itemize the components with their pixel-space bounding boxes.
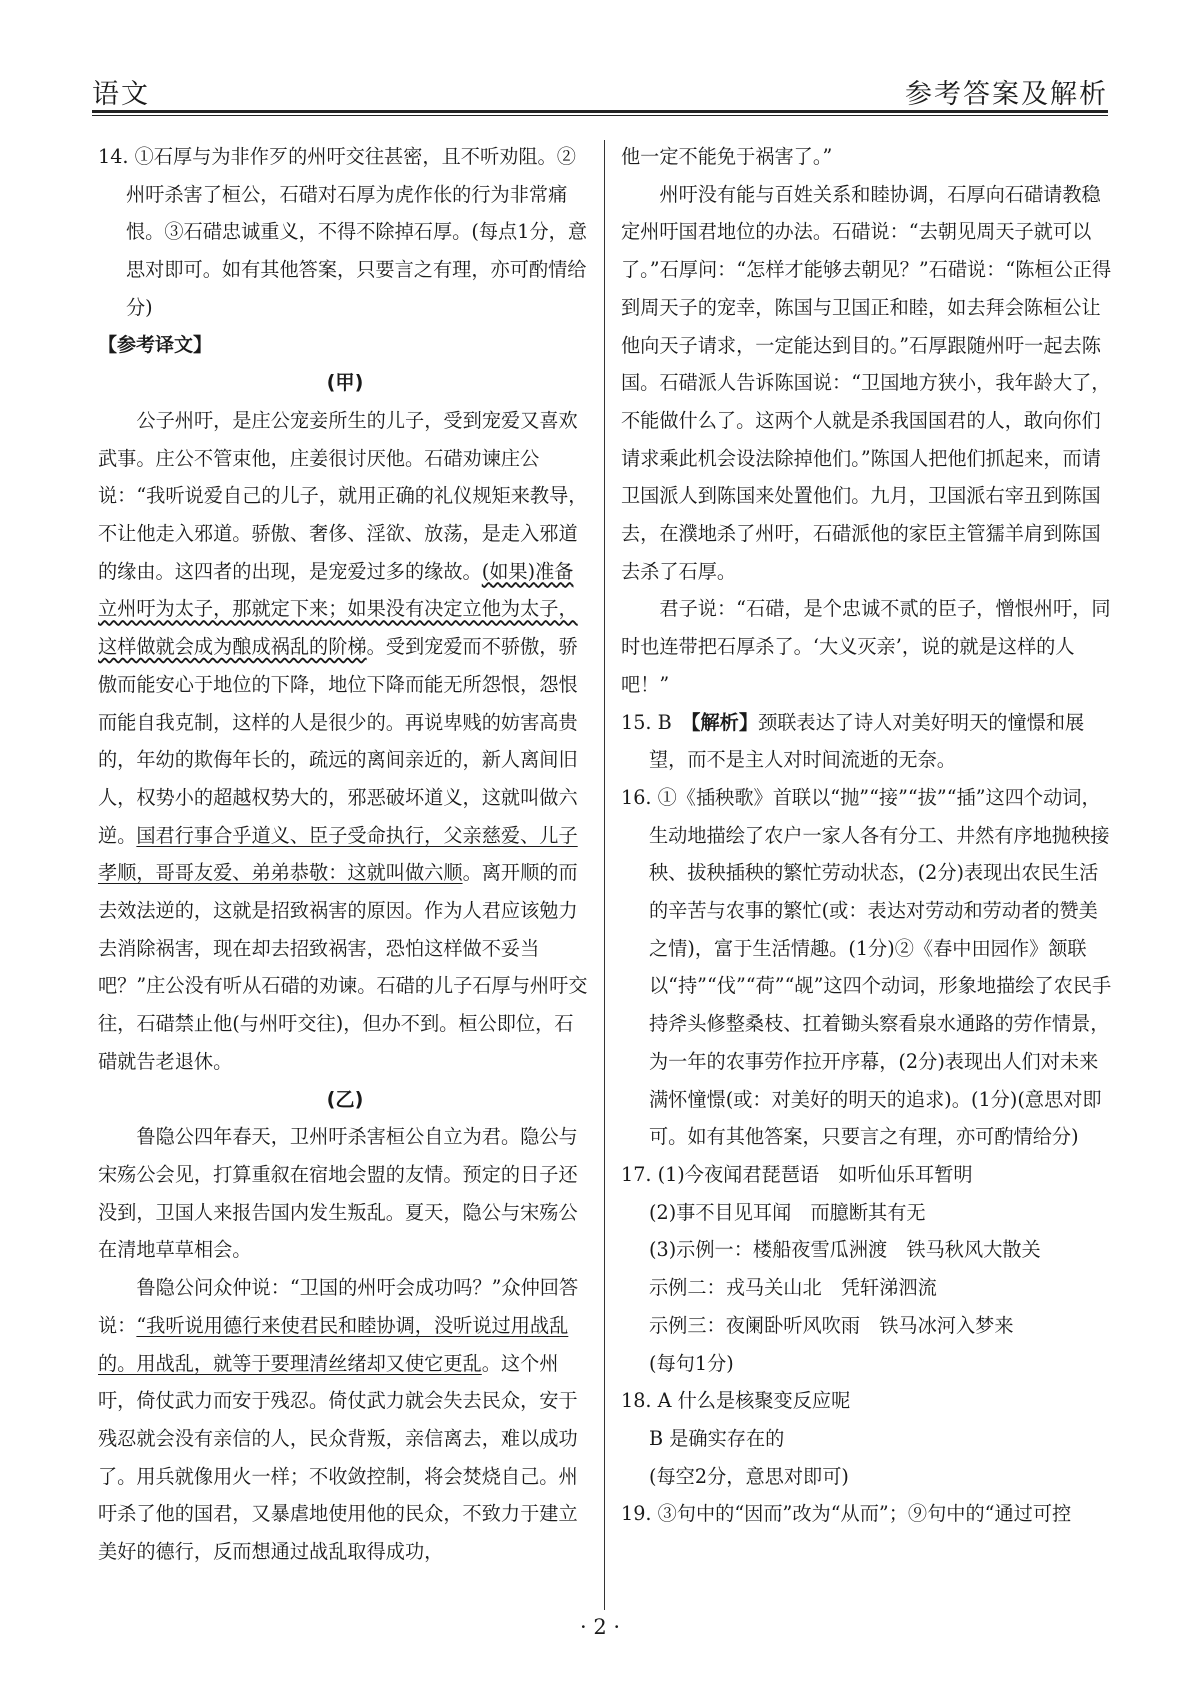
section-label: 参考答案及解析: [905, 79, 1108, 110]
jia-heading: (甲): [326, 371, 364, 395]
page-number: · 2 ·: [579, 1615, 621, 1639]
page-header: [92, 70, 1108, 110]
answer-15-text: 颈联表达了诗人对美好明天的憧憬和展望，而不是主人对时间流逝的无奈。: [649, 710, 1085, 772]
answer-17-6: (每句1分): [649, 1351, 734, 1375]
right-column: [621, 138, 1115, 1533]
subject-label: 语文: [92, 79, 150, 110]
continuation-line: 他一定不能免于祸害了。”: [621, 145, 833, 168]
jia-wavy-underline: (如果)准备立州吁为太子，那就定下来；如果没有决定立他为太子，这样做就会成为酿成祸乱的阶梯: [98, 559, 578, 659]
yi-paragraph-3: 州吁没有能与百姓关系和睦协调，石厚向石碏请教稳定州吁国君地位的办法。石碏说：“去朝见周天子就可以了。”石厚问：“怎样才能够去朝见？”石碏说：“陈桓公正得到周天子的宠幸，陈国与卫国正和睦，如去拜会陈桓公让他向天子请求，一定能达到目的。”石厚跟随州吁一起去陈国。石碏派人告诉陈国说：“卫国地方狭小，我年龄大了，不能做什么了。这两个人就是杀我国国君的人，敢向你们请求乘此机会设法除掉他们。”陈国人把他们抓起来，而请卫国派人到陈国来处置他们。九月，卫国派右宰丑到陈国去，在濮地杀了州吁，石碏派他的家臣主管獳羊肩到陈国去杀了石厚。: [621, 182, 1112, 583]
yi-underline: “我听说用德行来使君民和睦协调，没听说过用战乱的。用战乱，就等于要理清丝绪却又使它更乱: [98, 1313, 569, 1375]
answer-17-1: 17. (1)今夜闻君琵琶语 如听仙乐耳暂明: [621, 1162, 973, 1186]
jia-text-b: 。受到宠爱而不骄傲，骄傲而能安心于地位的下降，地位下降而能无所怨恨，怨恨而能自我克制，这样的人是很少的。再说卑贱的妨害高贵的，年幼的欺侮年长的，疏远的离间亲近的，新人离间旧人，权势小的超越权势大的，邪恶破坏道义，这就叫做六逆。: [98, 635, 578, 847]
answer-18-note: (每空2分，意思对即可): [649, 1464, 849, 1488]
jia-paragraph: [98, 402, 592, 1081]
answer-18-b: B 是确实存在的: [649, 1426, 785, 1450]
yi-text-a: 鲁隐公问众仲说：“卫国的州吁会成功吗？”众仲回答说：: [98, 1276, 579, 1337]
yi-paragraph-2: [98, 1269, 592, 1571]
answer-17-2: (2)事不目见耳闻 而臆断其有无: [649, 1200, 926, 1224]
jia-text-c: 。离开顺的而去效法逆的，这就是招致祸害的原因。作为人君应该勉力去消除祸害，现在却去招致祸害，恐怕这样做不妥当吧？”庄公没有听从石碏的劝谏。石碏的儿子石厚与州吁交往，石碏禁止他(与州吁交往)，但办不到。桓公即位，石碏就告老退休。: [98, 861, 588, 1073]
yi-paragraph-4: 君子说：“石碏，是个忠诚不贰的臣子，憎恨州吁，同时也连带把石厚杀了。‘大义灭亲’，说的就是这样的人吧！”: [621, 597, 1111, 696]
header-rule: [92, 110, 1108, 113]
yi-paragraph-1: 鲁隐公四年春天，卫州吁杀害桓公自立为君。隐公与宋殇公会见，打算重叙在宿地会盟的友情。预定的日子还没到，卫国人来报告国内发生叛乱。夏天，隐公与宋殇公在清地草草相会。: [98, 1125, 578, 1262]
answer-16: 16. ①《插秧歌》首联以“抛”“接”“拔”“插”这四个动词，生动地描绘了农户一家人各有分工、井然有序地抛秧接秧、拔秧插秧的繁忙劳动状态，(2分)表现出农民生活的辛苦与农事的繁忙(或：表达对劳动和劳动者的赞美之情)，富于生活情趣。(1分)②《春中田园作》颔联以“持”“伐”“荷”“觇”这四个动词，形象地描绘了农民手持斧头修整桑枝、扛着锄头察看泉水通路的劳作情景，为一年的农事劳作拉开序幕，(2分)表现出人们对未来满怀憧憬(或：对美好的明天的追求)。(1分)(意思对即可。如有其他答案，只要言之有理，亦可酌情给分): [621, 785, 1112, 1149]
answer-17-3: (3)示例一：楼船夜雪瓜洲渡 铁马秋风大散关: [649, 1238, 1041, 1262]
answer-17-4: 示例二：戎马关山北 凭轩涕泗流: [649, 1276, 937, 1300]
left-column: [98, 138, 592, 1571]
jia-underline: 国君行事合乎道义、臣子受命执行，父亲慈爱、儿子孝顺，哥哥友爱、弟弟恭敬：这就叫做六顺: [98, 823, 578, 885]
yi-text-b: 。这个州吁，倚仗武力而安于残忍。倚仗武力就会失去民众，安于残忍就会没有亲信的人，民众背叛，亲信离去，难以成功了。用兵就像用火一样；不收敛控制，将会焚烧自己。州吁杀了他的国君，又暴虐地使用他的民众，不致力于建立美好的德行，反而想通过战乱取得成功，: [98, 1351, 578, 1564]
column-divider: [604, 140, 605, 1610]
yi-heading: (乙): [326, 1087, 364, 1111]
analysis-tag: 【解析】: [690, 710, 759, 734]
answer-17-5: 示例三：夜阑卧听风吹雨 铁马冰河入梦来: [649, 1313, 1014, 1337]
reference-translation-heading: 【参考译文】: [98, 333, 213, 356]
header-rule-thin: [92, 115, 1108, 116]
answer-14: 14. ①石厚与为非作歹的州吁交往甚密，且不听劝阻。②州吁杀害了桓公，石碏对石厚为虎作伥的行为非常痛恨。③石碏忠诚重义，不得不除掉石厚。(每点1分，意思对即可。如有其他答案，只要言之有理，亦可酌情给分): [98, 145, 588, 319]
jia-text-a: 公子州吁，是庄公宠妾所生的儿子，受到宠爱又喜欢武事。庄公不管束他，庄姜很讨厌他。石碏劝谏庄公说：“我听说爱自己的儿子，就用正确的礼仪规矩来教导，不让他走入邪道。骄傲、奢侈、淫欲、放荡，是走入邪道的缘由。这四者的出现，是宠爱过多的缘故。: [98, 408, 588, 583]
answer-19: 19. ③句中的“因而”改为“从而”；⑨句中的“通过可控: [621, 1502, 1072, 1526]
answer-15-choice: 15. B: [621, 710, 691, 734]
answer-15: [621, 704, 1115, 779]
answer-18-a: 18. A 什么是核聚变反应呢: [621, 1389, 851, 1413]
